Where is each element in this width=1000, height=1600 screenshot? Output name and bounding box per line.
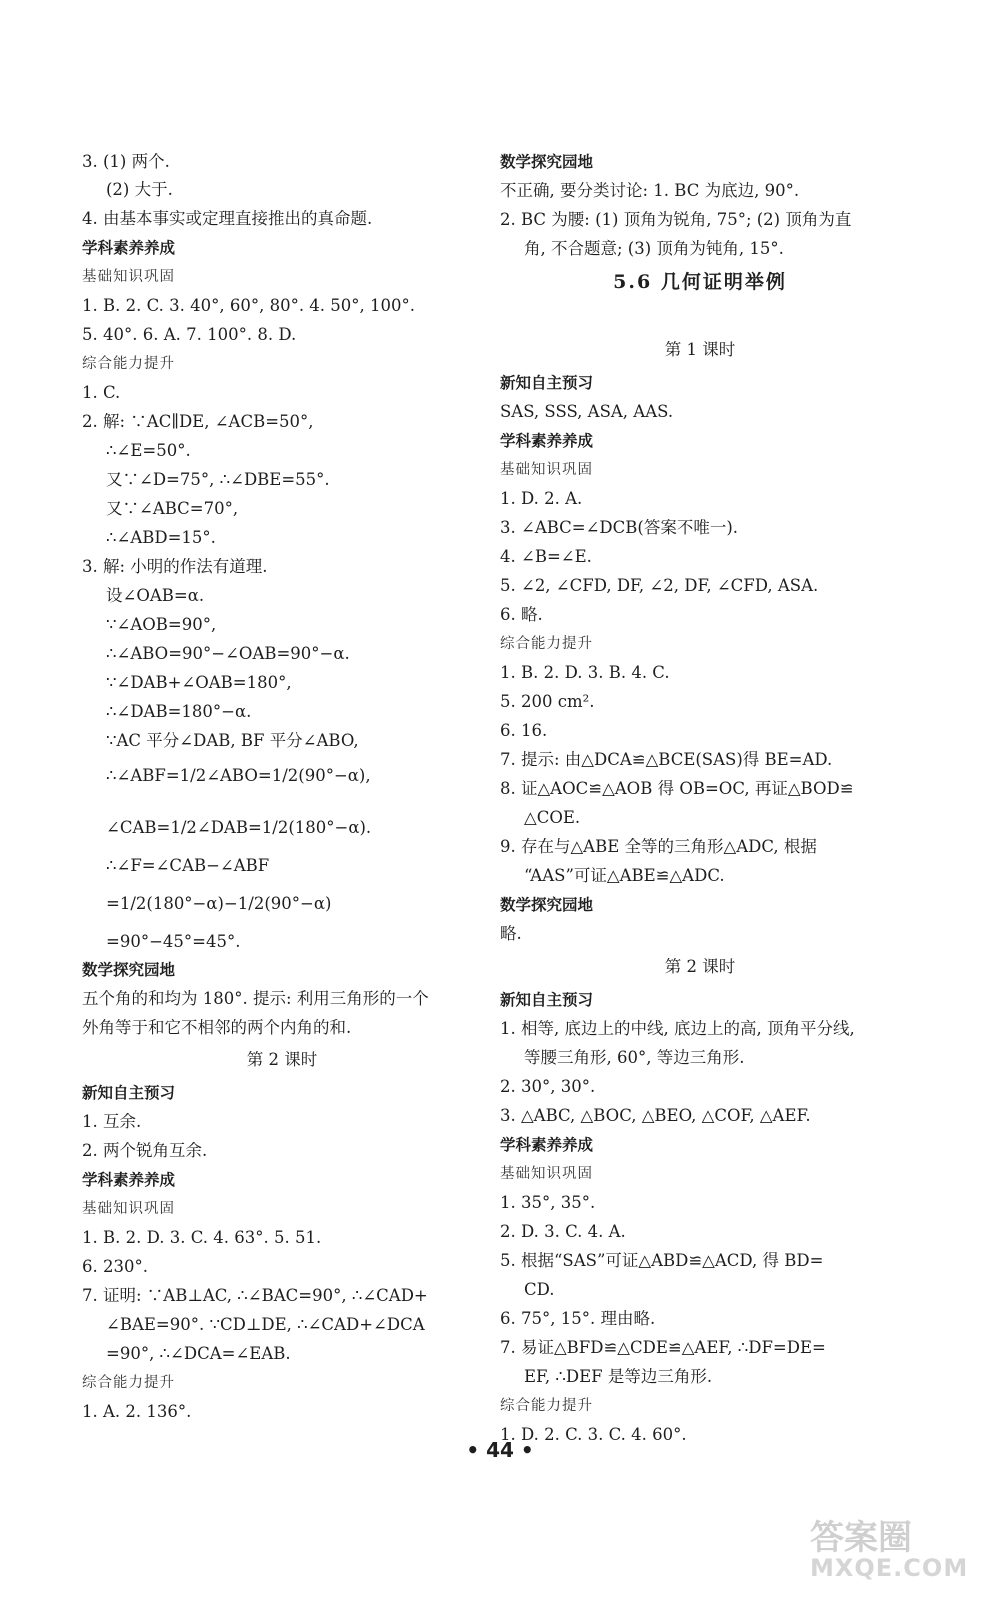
answer-line: 2. 30°, 30°. [500,1077,596,1096]
answer-line: 不正确, 要分类讨论: 1. BC 为底边, 90°. [500,181,800,200]
answer-line: 7. 证明: ∵AB⊥AC, ∴∠BAC=90°, ∴∠CAD+ [82,1286,428,1305]
answer-line: 又∵∠D=75°, ∴∠DBE=55°. [106,470,330,489]
answer-line: 3. △ABC, △BOC, △BEO, △COF, △AEF. [500,1106,811,1125]
answer-line: ∵AC 平分∠DAB, BF 平分∠ABO, [106,731,359,750]
section-heading: 数学探究园地 [500,153,594,171]
answer-line: 6. 略. [500,605,543,624]
subsection-heading: 基础知识巩固 [500,1166,593,1182]
answer-line: 9. 存在与△ABE 全等的三角形△ADC, 根据 [500,837,817,856]
answer-line: 3. (1) 两个. [82,152,170,171]
watermark-logo [810,1510,980,1592]
answer-line: 1. 相等, 底边上的中线, 底边上的高, 顶角平分线, [500,1019,855,1038]
answer-line: 8. 证△AOC≌△AOB 得 OB=OC, 再证△BOD≌ [500,779,854,798]
answer-line: “AAS”可证△ABE≌△ADC. [524,866,725,885]
answer-line: ∠CAB=1/2∠DAB=1/2(180°−α). [106,818,372,837]
answer-line: 五个角的和均为 180°. 提示: 利用三角形的一个 [82,989,429,1008]
answer-line: ∠BAE=90°. ∵CD⊥DE, ∴∠CAD+∠DCA [106,1315,425,1334]
answer-line: 1. B. 2. C. 3. 40°, 60°, 80°. 4. 50°, 100°. [82,296,416,315]
section-heading: 学科素养养成 [82,1171,176,1189]
answer-line: 1. 互余. [82,1112,142,1131]
subsection-heading: 综合能力提升 [82,356,175,372]
answer-line: 5. 40°. 6. A. 7. 100°. 8. D. [82,325,297,344]
section-heading: 新知自主预习 [500,991,594,1009]
answer-line: 1. A. 2. 136°. [82,1402,192,1421]
answer-line: 又∵∠ABC=70°, [106,499,239,518]
answer-line: 2. 两个锐角互余. [82,1141,208,1160]
answer-line: 1. B. 2. D. 3. B. 4. C. [500,663,670,682]
answer-line: ∴∠DAB=180°−α. [106,702,252,721]
watermark-title: 答案圈 [810,1518,912,1558]
subsection-heading: 基础知识巩固 [82,1201,175,1217]
answer-line: 7. 提示: 由△DCA≌△BCE(SAS)得 BE=AD. [500,750,833,769]
subsection-heading: 综合能力提升 [500,636,593,652]
answer-line: 4. ∠B=∠E. [500,547,592,566]
section-heading: 学科素养养成 [82,239,176,257]
lesson-heading: 第 1 课时 [664,340,736,359]
answer-line: 6. 75°, 15°. 理由略. [500,1309,656,1328]
answer-line: 2. BC 为腰: (1) 顶角为锐角, 75°; (2) 顶角为直 [500,210,852,229]
subsection-heading: 基础知识巩固 [500,462,593,478]
answer-line: 设∠OAB=α. [106,586,205,605]
answer-line: ∴∠F=∠CAB−∠ABF [106,856,270,875]
section-title: 5.6 几何证明举例 [613,271,787,293]
answer-line: 6. 16. [500,721,548,740]
answer-line: (2) 大于. [106,180,173,199]
subsection-heading: 基础知识巩固 [82,269,175,285]
subsection-heading: 综合能力提升 [500,1398,593,1414]
answer-line: ∴∠ABO=90°−∠OAB=90°−α. [106,644,350,663]
answer-line: 7. 易证△BFD≌△CDE≌△AEF, ∴DF=DE= [500,1338,826,1357]
answer-line: SAS, SSS, ASA, AAS. [500,402,674,421]
section-heading: 数学探究园地 [82,961,176,979]
answer-line: =1/2(180°−α)−1/2(90°−α) [106,894,332,913]
lesson-heading: 第 2 课时 [664,957,736,976]
section-heading: 新知自主预习 [500,374,594,392]
answer-line: 3. ∠ABC=∠DCB(答案不唯一). [500,518,739,537]
answer-line: ∴∠ABF=1/2∠ABO=1/2(90°−α), [106,766,371,785]
answer-line: 外角等于和它不相邻的两个内角的和. [82,1018,352,1037]
subsection-heading: 综合能力提升 [82,1375,175,1391]
answer-line: ∵∠AOB=90°, [106,615,217,634]
section-heading: 数学探究园地 [500,896,594,914]
watermark-url: MXQE.COM [810,1554,969,1582]
answer-line: 1. 35°, 35°. [500,1193,596,1212]
answer-line: 6. 230°. [82,1257,148,1276]
answer-line: =90°, ∴∠DCA=∠EAB. [106,1344,291,1363]
answer-line: =90°−45°=45°. [106,932,241,951]
answer-line: 5. 根据“SAS”可证△ABD≌△ACD, 得 BD= [500,1251,824,1270]
answer-line: 2. D. 3. C. 4. A. [500,1222,626,1241]
answer-line: 4. 由基本事实或定理直接推出的真命题. [82,209,373,228]
answer-line: ∵∠DAB+∠OAB=180°, [106,673,292,692]
answer-line: 1. C. [82,383,121,402]
answer-line: 2. 解: ∵AC∥DE, ∠ACB=50°, [82,412,314,431]
lesson-heading: 第 2 课时 [246,1050,318,1069]
answer-line: 1. D. 2. A. [500,489,583,508]
answer-line: 角, 不合题意; (3) 顶角为钝角, 15°. [524,239,784,258]
answer-line: 略. [500,924,522,943]
answer-line: ∴∠ABD=15°. [106,528,216,547]
page-number: • 44 • [466,1438,534,1462]
section-heading: 新知自主预习 [82,1084,176,1102]
answer-line: 1. D. 2. C. 3. C. 4. 60°. [500,1425,687,1444]
answer-line: 1. B. 2. D. 3. C. 4. 63°. 5. 51. [82,1228,322,1247]
section-heading: 学科素养养成 [500,432,594,450]
answer-line: 5. ∠2, ∠CFD, DF, ∠2, DF, ∠CFD, ASA. [500,576,819,595]
answer-line: 等腰三角形, 60°, 等边三角形. [524,1048,745,1067]
answer-line: ∴∠E=50°. [106,441,191,460]
answer-line: EF, ∴DEF 是等边三角形. [524,1367,713,1386]
answer-line: △COE. [524,808,581,827]
answer-line: CD. [524,1280,555,1299]
section-heading: 学科素养养成 [500,1136,594,1154]
answer-line: 3. 解: 小明的作法有道理. [82,557,268,576]
answer-line: 5. 200 cm². [500,692,595,711]
